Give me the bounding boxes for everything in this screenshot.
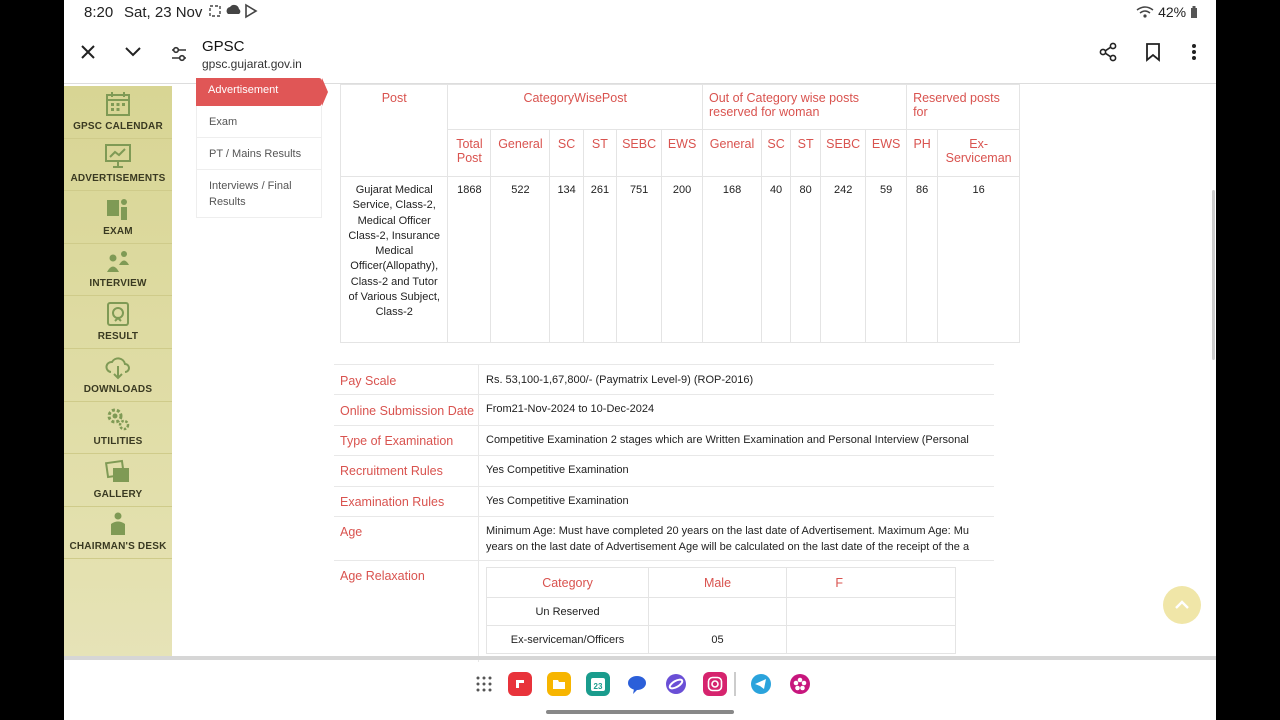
status-date: Sat, 23 Nov (124, 4, 203, 21)
subheader-ews: EWS (662, 130, 703, 177)
chevron-down-icon[interactable] (119, 38, 147, 66)
nav-label: DOWNLOADS (83, 383, 153, 395)
relax-cell (786, 598, 955, 626)
subheader-sc: SC (550, 130, 583, 177)
files-app-icon[interactable] (547, 672, 571, 696)
subheader-woman-sebc: SEBC (821, 130, 866, 177)
battery-percent: 42% (1158, 4, 1187, 20)
page-title: GPSC (202, 38, 245, 55)
internet-app-icon[interactable] (664, 672, 688, 696)
instagram-app-icon[interactable] (703, 672, 727, 696)
table-cell: 134 (550, 177, 583, 343)
flipboard-app-icon[interactable] (508, 672, 532, 696)
post-header: Post (341, 85, 448, 177)
svg-text:23: 23 (593, 682, 603, 691)
telegram-app-icon[interactable] (749, 672, 773, 696)
relax-cell: 05 (649, 626, 787, 654)
table-cell: 16 (938, 177, 1020, 343)
submenu-interviews-final-results[interactable]: Interviews / Final Results (196, 170, 322, 218)
browser-toolbar (64, 26, 1216, 84)
info-value: Rs. 53,100-1,67,800/- (Paymatrix Level-9) (ROP-2016) (486, 374, 754, 386)
table-row (487, 626, 956, 654)
woman-reserved-header: Out of Category wise posts reserved for woman (702, 85, 906, 130)
subheader-woman-st: ST (791, 130, 821, 177)
nav-gpsc-calendar[interactable] (64, 86, 172, 139)
subheader-woman-general: General (702, 130, 761, 177)
calendar-app-icon[interactable] (586, 672, 610, 696)
post-name-cell: Gujarat Medical Service, Class-2, Medical Officer Class-2, Insurance Medical Officer(Allopathy), Class-2 and Tutor of Various Subject, Class-2 (341, 177, 448, 343)
nav-chairmans-desk[interactable] (64, 507, 172, 560)
chairman-icon (105, 511, 131, 537)
info-label: Recruitment Rules (340, 464, 443, 478)
table-row (487, 598, 956, 626)
table-cell: 261 (583, 177, 616, 343)
relax-cell (786, 626, 955, 654)
table-cell: 200 (662, 177, 703, 343)
info-row-exam-rules (334, 487, 994, 517)
relax-cell: Un Reserved (487, 598, 649, 626)
battery-indicator (1136, 4, 1198, 20)
close-icon[interactable] (74, 38, 102, 66)
subheader-st: ST (583, 130, 616, 177)
submenu-exam[interactable]: Exam (196, 106, 322, 138)
site-settings-icon[interactable] (165, 40, 193, 68)
status-time: 8:20 (84, 4, 114, 21)
nav-label: RESULT (97, 330, 139, 342)
info-row-online-submission (334, 395, 994, 426)
status-bar (64, 0, 1216, 24)
info-value: Yes Competitive Examination (486, 495, 629, 507)
relax-cell (649, 598, 787, 626)
nav-result[interactable] (64, 296, 172, 349)
browser-screen (64, 0, 1216, 720)
table-cell: 168 (702, 177, 761, 343)
nav-label: EXAM (103, 225, 133, 237)
nav-downloads[interactable] (64, 349, 172, 402)
table-cell: 751 (617, 177, 662, 343)
subheader-ph: PH (907, 130, 938, 177)
info-value: years on the last date of Advertisement Age will be calculated on the last date of the receipt of the a (486, 541, 970, 553)
gears-icon (105, 406, 131, 432)
nav-exam[interactable] (64, 191, 172, 244)
gallery-icon (105, 459, 131, 485)
info-row-age (334, 517, 994, 561)
app-drawer-icon[interactable] (472, 672, 496, 696)
info-label: Age (340, 525, 363, 539)
relax-header-category: Category (487, 568, 649, 598)
dock-divider (734, 672, 736, 696)
wifi-icon (1136, 6, 1154, 18)
interview-icon (105, 248, 131, 274)
advertisement-details (334, 86, 1012, 658)
age-relaxation-table (486, 567, 956, 654)
nav-label: INTERVIEW (89, 278, 147, 290)
nav-advertisements[interactable] (64, 139, 172, 192)
page-scrollbar[interactable] (1212, 190, 1215, 360)
calendar-icon (105, 91, 131, 117)
reserved-posts-header: Reserved posts for (907, 85, 1020, 130)
notification-icons (208, 3, 268, 22)
taskbar-dock (64, 662, 1216, 720)
subheader-woman-sc: SC (762, 130, 791, 177)
result-icon (105, 301, 131, 327)
nav-label: UTILITIES (93, 436, 143, 448)
category-wise-header: CategoryWisePost (448, 85, 703, 130)
exam-icon (105, 196, 131, 222)
nav-interview[interactable] (64, 244, 172, 297)
info-value: Minimum Age: Must have completed 20 years on the last date of Advertisement. Maximum Age: Mu (486, 525, 970, 537)
info-label: Pay Scale (340, 374, 397, 388)
info-label: Age Relaxation (340, 569, 425, 583)
nav-label: CHAIRMAN'S DESK (69, 541, 167, 553)
info-value: From21-Nov-2024 to 10-Dec-2024 (486, 403, 655, 415)
info-value: Competitive Examination 2 stages which are Written Examination and Personal Interview (Personal (486, 434, 969, 446)
relax-cell: Ex-serviceman/Officers (487, 626, 649, 654)
nav-label: GPSC CALENDAR (73, 120, 163, 132)
info-row-recruitment-rules (334, 456, 994, 487)
bookmark-icon[interactable] (1139, 38, 1167, 66)
subheader-ex-serviceman: Ex-Serviceman (938, 130, 1020, 177)
chevron-up-icon (1174, 600, 1190, 610)
table-cell: 522 (491, 177, 550, 343)
sub-menu (196, 78, 322, 218)
subheader-general: General (491, 130, 550, 177)
page-bottom-scrollbar (64, 656, 1216, 660)
subheader-sebc: SEBC (617, 130, 662, 177)
left-nav (64, 86, 172, 660)
post-table (340, 84, 1020, 343)
submenu-pt-mains-results[interactable]: PT / Mains Results (196, 138, 322, 170)
info-label: Examination Rules (340, 495, 445, 509)
info-value: Yes Competitive Examination (486, 464, 629, 476)
nav-label: ADVERTISEMENTS (70, 173, 166, 185)
info-label: Online Submission Date (340, 404, 475, 418)
page-url[interactable]: gpsc.gujarat.gov.in (202, 57, 302, 71)
subheader-total-post: Total Post (448, 130, 491, 177)
table-cell: 59 (866, 177, 907, 343)
submenu-advertisement[interactable]: Advertisement (196, 78, 322, 106)
more-options-icon[interactable] (1180, 38, 1208, 66)
table-cell: 40 (762, 177, 791, 343)
cloud-download-icon (105, 354, 131, 380)
scroll-to-top-button[interactable] (1163, 586, 1201, 624)
nav-gallery[interactable] (64, 454, 172, 507)
table-cell: 242 (821, 177, 866, 343)
share-icon[interactable] (1094, 38, 1122, 66)
gesture-handle[interactable] (546, 710, 734, 714)
info-row-pay-scale (334, 364, 994, 395)
relax-header-male: Male (649, 568, 787, 598)
relax-header-female: F (786, 568, 955, 598)
presentation-icon (105, 143, 131, 169)
info-label: Type of Examination (340, 434, 454, 448)
table-cell: 80 (791, 177, 821, 343)
info-row-exam-type (334, 426, 994, 456)
nav-label: GALLERY (93, 488, 143, 500)
battery-icon (1190, 6, 1198, 18)
messages-app-icon[interactable] (625, 672, 649, 696)
table-cell: 1868 (448, 177, 491, 343)
blossom-app-icon[interactable] (788, 672, 812, 696)
table-cell: 86 (907, 177, 938, 343)
subheader-woman-ews: EWS (866, 130, 907, 177)
nav-utilities[interactable] (64, 402, 172, 455)
